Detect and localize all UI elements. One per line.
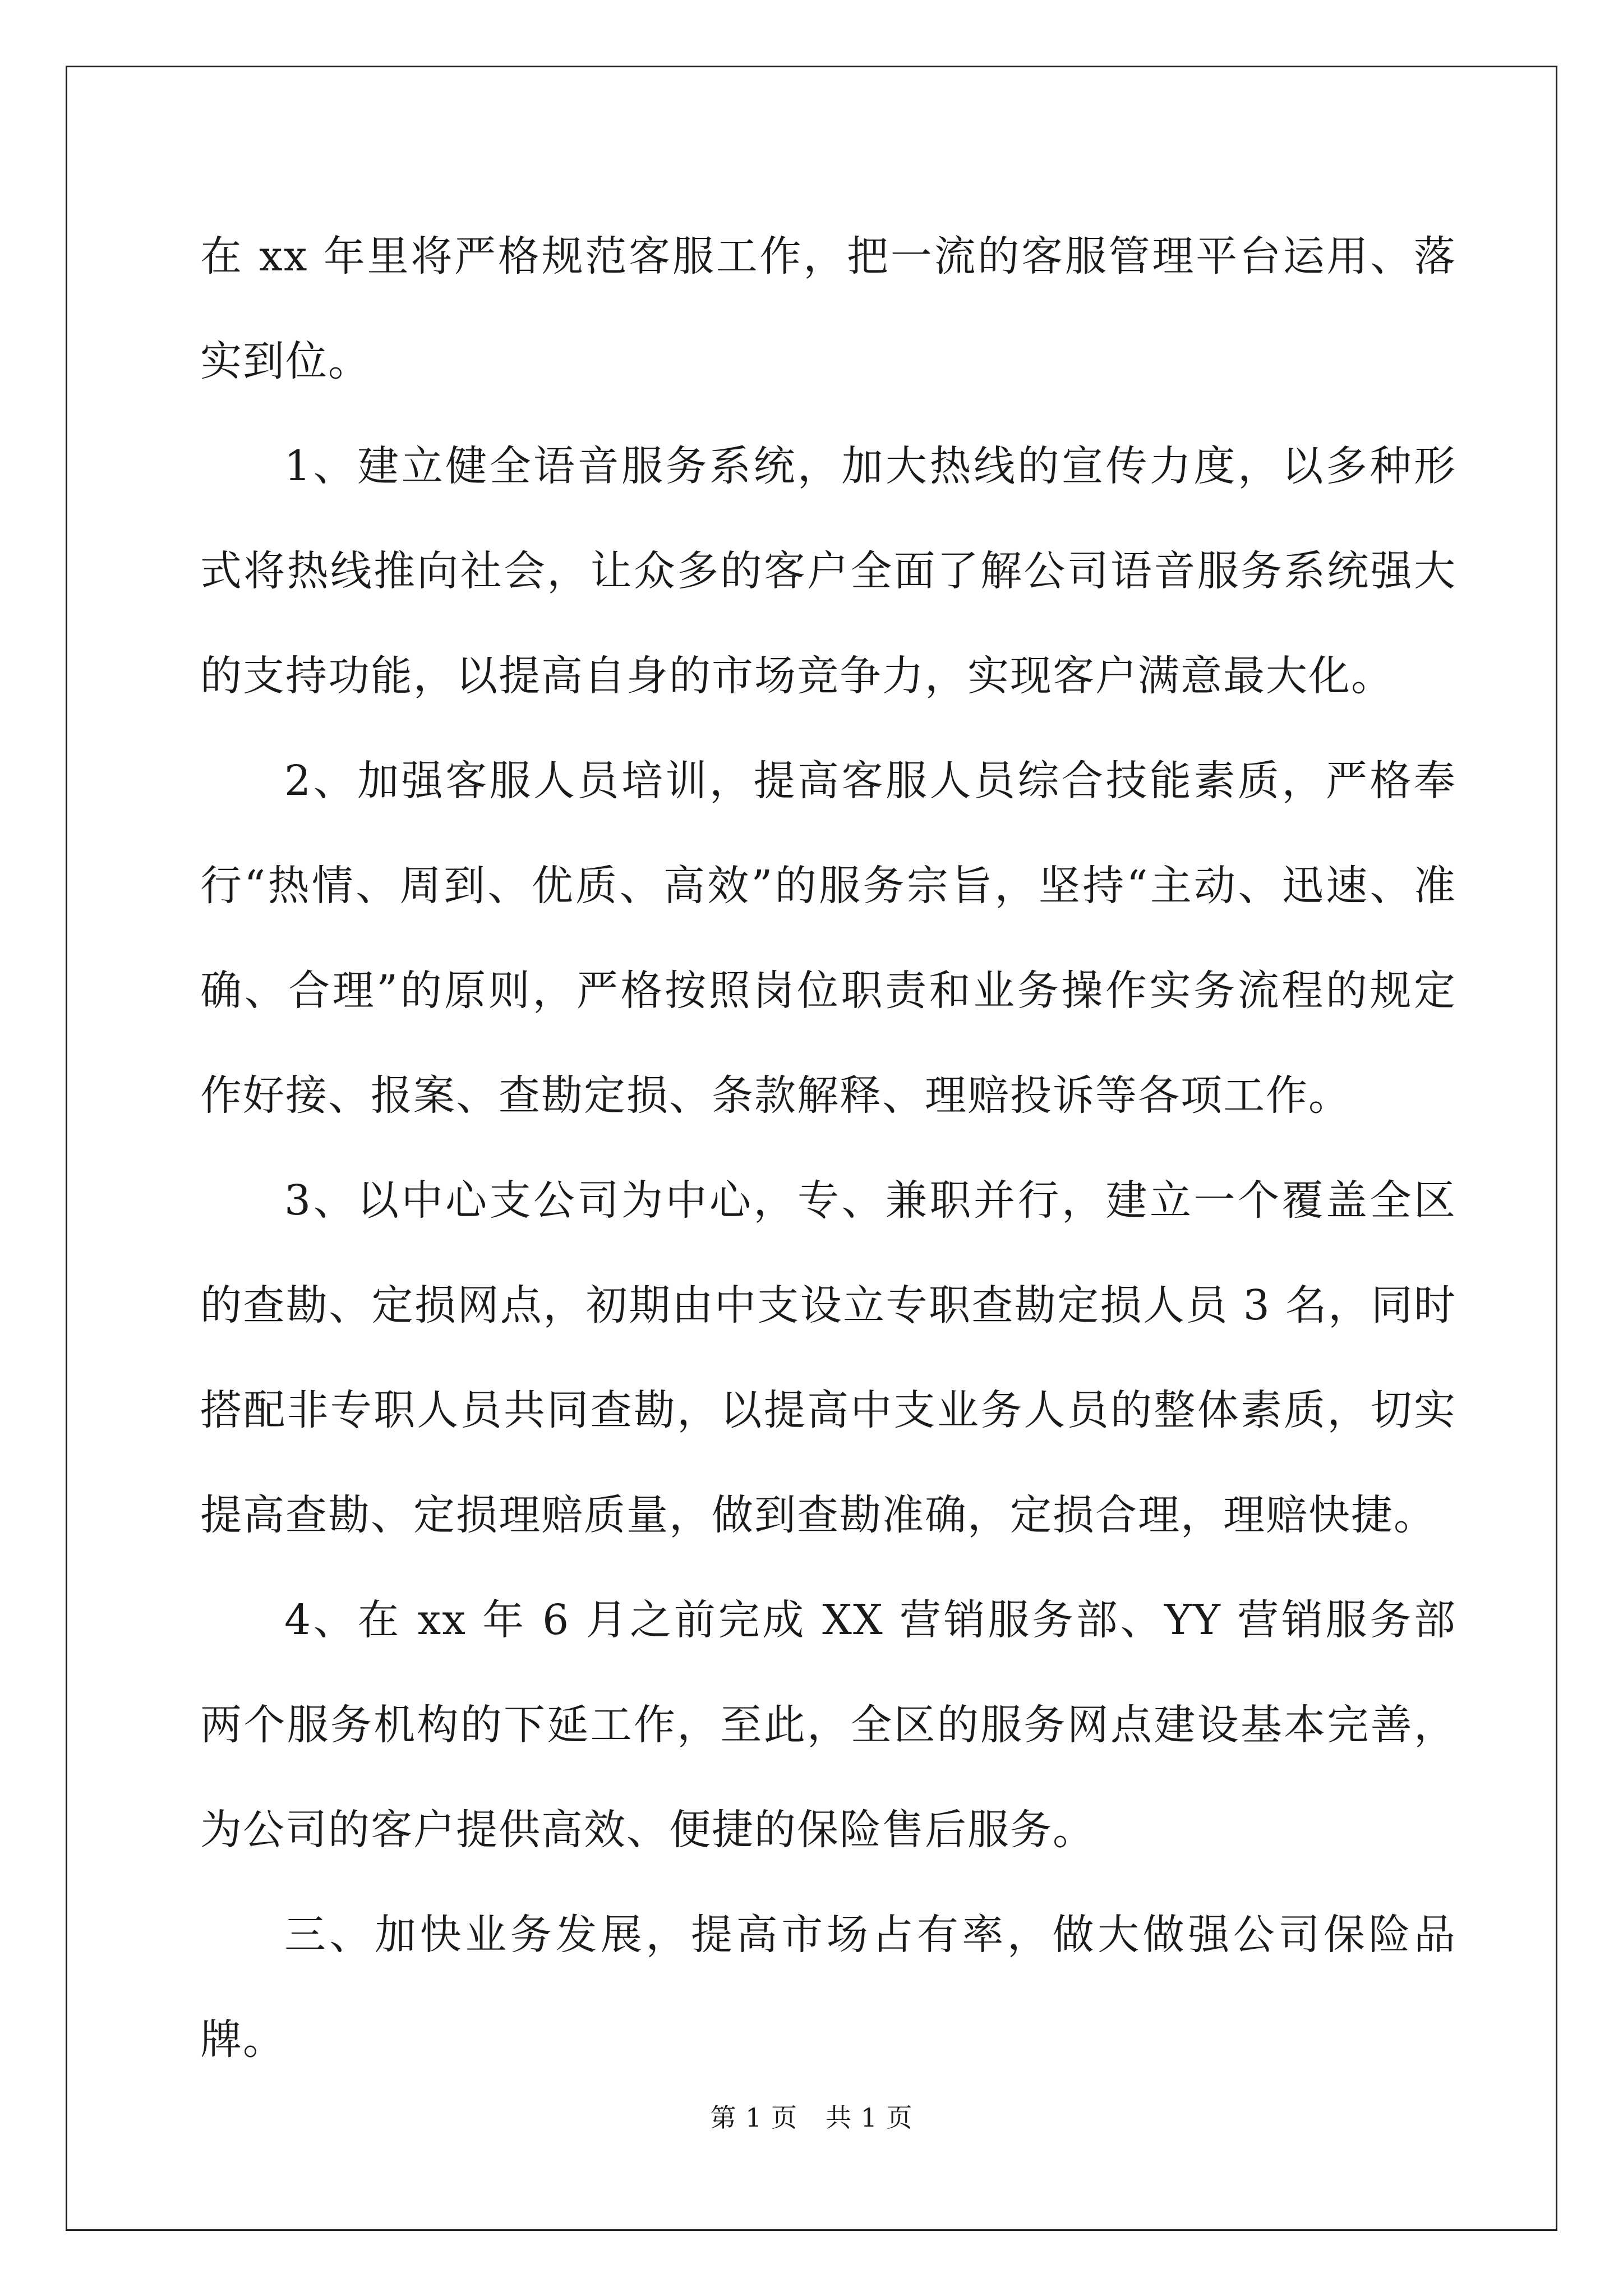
document-body xyxy=(200,204,1456,2092)
paragraph-intro: 在 xx 年里将严格规范客服工作，把一流的客服管理平台运用、落实到位。 xyxy=(200,232,1456,385)
page-total: 共 1 页 xyxy=(826,2102,913,2133)
paragraph-item-3: 3、以中心支公司为中心，专、兼职并行，建立一个覆盖全区的查勘、定损网点，初期由中支设立专职查勘定损人员 3 名，同时搭配非专职人员共同查勘，以提高中支业务人员的整体素质，切实提高查勘、定损理赔质量，做到查勘准确，定损合理，理赔快捷。 xyxy=(200,1176,1456,1539)
section-heading-3: 三、加快业务发展，提高市场占有率，做大做强公司保险品牌。 xyxy=(200,1911,1456,2064)
paragraph-item-1: 1、建立健全语音服务系统，加大热线的宣传力度，以多种形式将热线推向社会，让众多的客户全面了解公司语音服务系统强大的支持功能，以提高自身的市场竞争力，实现客户满意最大化。 xyxy=(200,442,1456,700)
page-footer xyxy=(0,2101,1623,2134)
paragraph-item-4: 4、在 xx 年 6 月之前完成 XX 营销服务部、YY 营销服务部两个服务机构的下延工作，至此，全区的服务网点建设基本完善，为公司的客户提供高效、便捷的保险售后服务。 xyxy=(200,1596,1456,1854)
paragraph-item-2: 2、加强客服人员培训，提高客服人员综合技能素质，严格奉行“热情、周到、优质、高效”的服务宗旨，坚持“主动、迅速、准确、合理”的原则，严格按照岗位职责和业务操作实务流程的规定作好接、报案、查勘定损、条款解释、理赔投诉等各项工作。 xyxy=(200,757,1456,1120)
page-number: 第 1 页 xyxy=(710,2102,797,2133)
